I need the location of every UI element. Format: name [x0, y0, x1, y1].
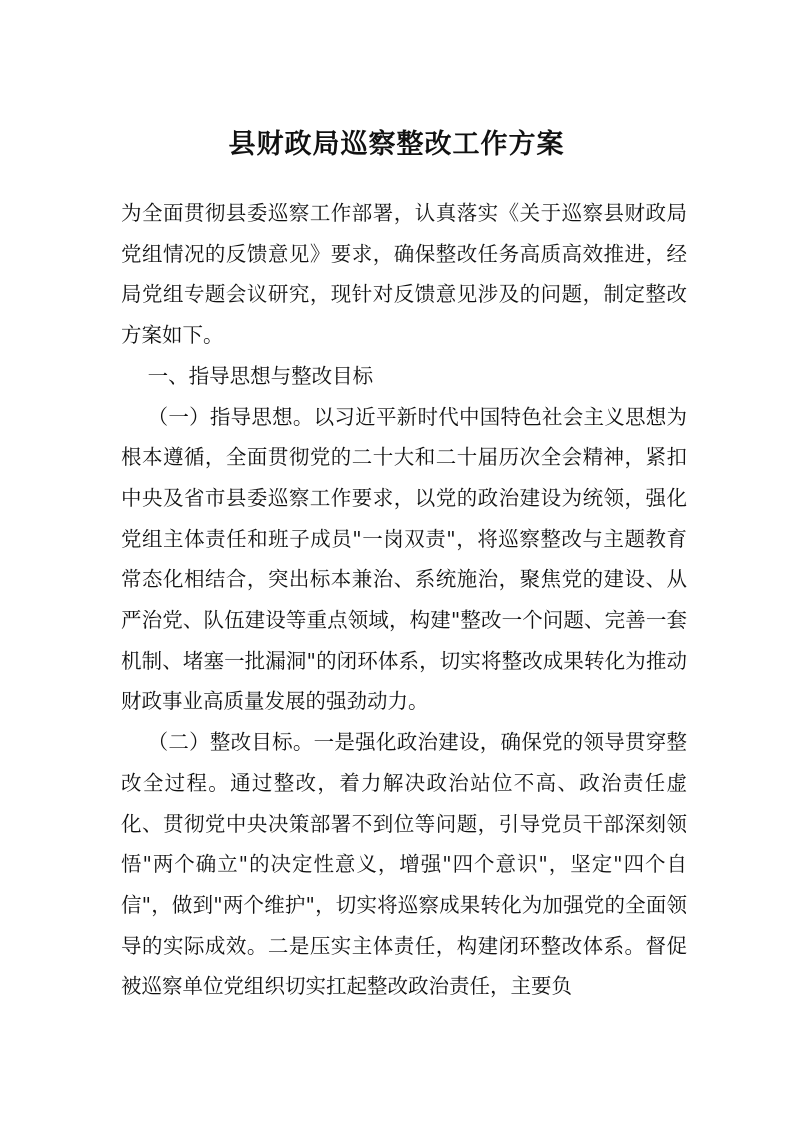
document-body [121, 193, 687, 1007]
intro-paragraph: 为全面贯彻县委巡察工作部署，认真落实《关于巡察县财政局党组情况的反馈意见》要求，确保整改任务高质高效推进，经局党组专题会议研究，现针对反馈意见涉及的问题，制定整改方案如下。 [121, 201, 687, 348]
document-title: 县财政局巡察整改工作方案 [228, 129, 565, 160]
guiding-ideology-paragraph: （一）指导思想。以习近平新时代中国特色社会主义思想为根本遵循，全面贯彻党的二十大和二十届历次全会精神，紧扣中央及省市县委巡察工作要求，以党的政治建设为统领，强化党组主体责任和班子成员"一岗双责"，将巡察整改与主题教育常态化相结合，突出标本兼治、系统施治，聚焦党的建设、从严治党、队伍建设等重点领域，构建"整改一个问题、完善一套机制、堵塞一批漏洞"的闭环体系，切实将整改成果转化为推动财政事业高质量发展的强劲动力。 [121, 404, 687, 714]
section-heading-1: 一、指导思想与整改目标 [147, 363, 374, 388]
rectification-goals-paragraph: （二）整改目标。一是强化政治建设，确保党的领导贯穿整改全过程。通过整改，着力解决政治站位不高、政治责任虚化、贯彻党中央决策部署不到位等问题，引导党员干部深刻领悟"两个确立"的决定性意义，增强"四个意识"，坚定"四个自信"，做到"两个维护"，切实将巡察成果转化为加强党的全面领导的实际成效。二是压实主体责任，构建闭环整改体系。督促被巡察单位党组织切实扛起整改政治责任，主要负 [121, 730, 687, 999]
